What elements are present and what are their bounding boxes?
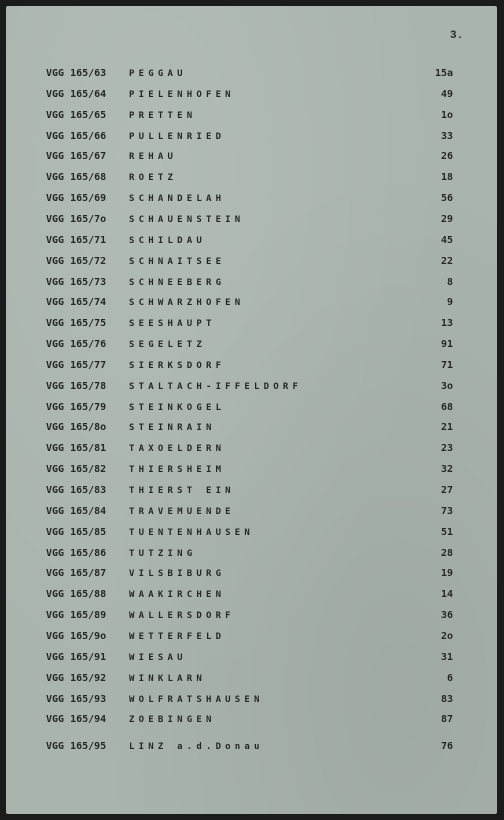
list-item [6,234,497,248]
list-item [6,740,497,754]
entry-place-name: WAAKIRCHEN [129,590,226,601]
list-item [6,401,497,415]
entry-number: 71 [440,359,453,371]
entry-code: VGG 165/84 [46,505,107,517]
entry-code: VGG 165/9o [46,630,107,642]
entry-code: VGG 165/66 [46,130,107,142]
entry-code: VGG 165/65 [46,109,107,121]
entry-place-name: SCHAUENSTEIN [129,214,245,225]
entry-code: VGG 165/7o [46,213,107,225]
entry-code: VGG 165/69 [46,193,107,205]
entry-place-name: STEINKOGEL [129,402,226,413]
list-item [6,567,497,581]
list-item [6,463,497,477]
entry-number: 9 [446,297,453,309]
entry-number: 13 [440,318,453,330]
entry-number: 36 [440,610,453,622]
entry-place-name: VILSBIBURG [129,569,226,580]
list-item [6,359,497,373]
list-item [6,672,497,686]
list-item [6,421,497,435]
entry-number: 19 [440,568,453,580]
entry-number: 2o [440,630,453,642]
entry-number: 6 [446,672,453,684]
entry-code: VGG 165/81 [46,443,107,455]
entry-code: VGG 165/85 [46,526,107,538]
entry-number: 49 [440,88,453,100]
entry-place-name: WETTERFELD [129,631,226,642]
entry-code: VGG 165/78 [46,380,107,392]
entry-place-name: STEINRAIN [129,423,216,434]
entry-code: VGG 165/86 [46,547,107,559]
entry-place-name: WIESAU [129,652,187,663]
entry-number: 8 [446,276,453,288]
entry-number: 76 [440,741,453,753]
entry-number: 83 [440,693,453,705]
entry-number: 87 [440,714,453,726]
list-item [6,380,497,394]
entry-code: VGG 165/72 [46,255,107,267]
entry-code: VGG 165/92 [46,672,107,684]
list-item [6,296,497,310]
entry-place-name: ROETZ [129,173,178,184]
entry-place-name: STALTACH-IFFELDORF [129,381,303,392]
entry-place-name: SEESHAUPT [129,319,216,330]
entry-place-name: PIELENHOFEN [129,89,235,100]
entry-number: 21 [440,422,453,434]
entry-code: VGG 165/63 [46,68,107,79]
entry-code: VGG 165/91 [46,651,107,663]
entry-place-name: ZOEBINGEN [129,715,216,726]
entry-code: VGG 165/79 [46,401,107,413]
list-item [6,276,497,290]
entry-number: 45 [440,234,453,246]
entry-code: VGG 165/93 [46,693,107,705]
entry-code: VGG 165/76 [46,339,107,351]
entry-place-name: WINKLARN [129,673,206,684]
entry-number: 68 [440,401,453,413]
list-item [6,109,497,123]
entry-number: 28 [440,547,453,559]
entry-code: VGG 165/75 [46,318,107,330]
list-item [6,442,497,456]
entry-number: 31 [440,651,453,663]
list-item [6,609,497,623]
entry-code: VGG 165/87 [46,568,107,580]
page-number: 3. [450,30,464,42]
entry-place-name: TAXOELDERN [129,444,226,455]
list-item [6,67,497,81]
entry-place-name: REHAU [129,152,178,163]
list-item [6,171,497,185]
entry-number: 29 [440,213,453,225]
entry-place-name: WOLFRATSHAUSEN [129,694,264,705]
list-item [6,255,497,269]
entry-place-name: SIERKSDORF [129,360,226,371]
entry-number: 18 [440,172,453,184]
entry-place-name: SCHWARZHOFEN [129,298,245,309]
entry-place-name: PEGGAU [129,69,187,79]
list-item [6,192,497,206]
entry-number: 26 [440,151,453,163]
entry-number: 14 [440,589,453,601]
entry-place-name: SCHANDELAH [129,194,226,205]
entry-code: VGG 165/95 [46,741,107,753]
entry-number: 32 [440,464,453,476]
entry-number: 15a [434,68,453,79]
entry-number: 22 [440,255,453,267]
entry-code: VGG 165/94 [46,714,107,726]
list-item [6,88,497,102]
list-item [6,526,497,540]
entry-place-name: TUTZING [129,548,197,559]
entry-place-name: SEGELETZ [129,340,206,351]
list-item [6,651,497,665]
entry-place-name: TRAVEMUENDE [129,506,235,517]
list-item [6,317,497,331]
entry-number: 56 [440,193,453,205]
list-item [6,130,497,144]
entry-place-name: SCHILDAU [129,235,206,246]
entry-number: 3o [440,380,453,392]
entry-place-name: PRETTEN [129,110,197,121]
list-item [6,630,497,644]
entry-number: 1o [440,109,453,121]
list-item [6,505,497,519]
entry-code: VGG 165/68 [46,172,107,184]
entry-number: 91 [440,339,453,351]
entry-code: VGG 165/83 [46,485,107,496]
entry-code: VGG 165/71 [46,234,107,246]
typed-sheet [6,6,497,814]
entry-place-name: SCHNEEBERG [129,277,226,288]
entry-place-name: THIERST EIN [129,486,235,496]
list-item [6,484,497,498]
entry-place-name: PULLENRIED [129,131,226,142]
entry-number: 27 [440,485,453,496]
list-item [6,693,497,707]
entry-code: VGG 165/77 [46,359,107,371]
entry-number: 23 [440,443,453,455]
entry-number: 73 [440,505,453,517]
list-item [6,713,497,727]
entry-code: VGG 165/74 [46,297,107,309]
list-item [6,338,497,352]
list-item [6,150,497,164]
entry-code: VGG 165/8o [46,422,107,434]
entry-code: VGG 165/82 [46,464,107,476]
entry-code: VGG 165/67 [46,151,107,163]
entry-code: VGG 165/89 [46,610,107,622]
entry-number: 33 [440,130,453,142]
list-item [6,547,497,561]
entry-code: VGG 165/64 [46,88,107,100]
entry-place-name: SCHNAITSEE [129,256,226,267]
entry-place-name: THIERSHEIM [129,465,226,476]
entry-code: VGG 165/88 [46,589,107,601]
entry-place-name: TUENTENHAUSEN [129,527,255,538]
entry-place-name: LINZ a.d.Donau [129,742,264,753]
list-item [6,213,497,227]
list-item [6,588,497,602]
entry-place-name: WALLERSDORF [129,611,235,622]
entry-number: 51 [440,526,453,538]
entry-code: VGG 165/73 [46,276,107,288]
